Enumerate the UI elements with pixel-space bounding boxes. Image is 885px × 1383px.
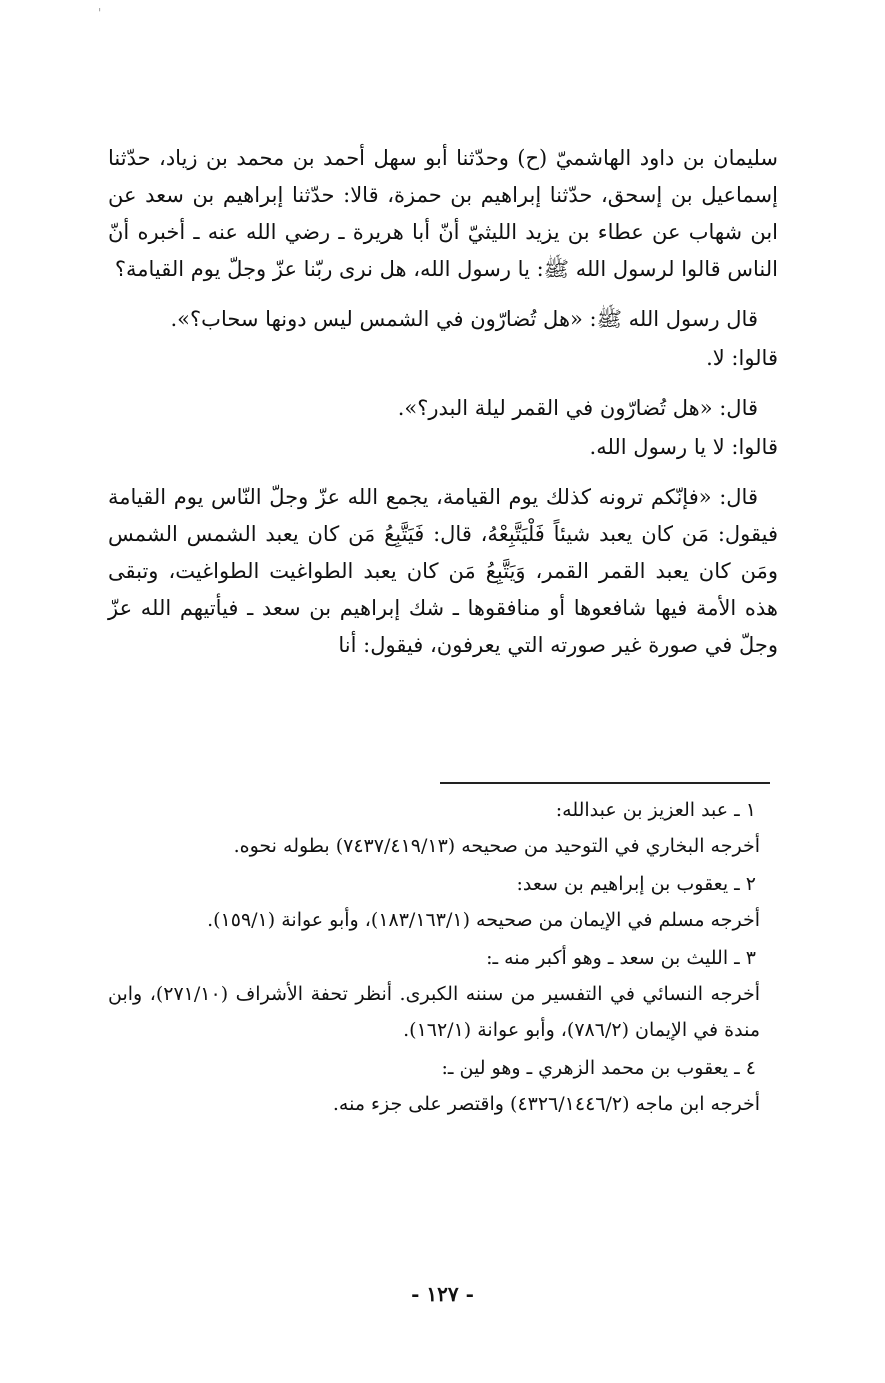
footnotes	[108, 792, 768, 1124]
footnote-3	[108, 940, 768, 1048]
footnote-1	[108, 792, 768, 864]
dialogue-line-4: قالوا: لا يا رسول الله.	[589, 435, 778, 459]
footnote-text: أخرجه ابن ماجه (٤٣٢٦/١٤٤٦/٢) واقتصر على جزء منه.	[332, 1093, 760, 1115]
footnote-divider	[440, 782, 770, 784]
main-text	[108, 140, 778, 664]
footnote-heading: ٣ ـ الليث بن سعد ـ وهو أكبر منه ـ:	[486, 947, 756, 969]
footnote-text: أخرجه مسلم في الإيمان من صحيحه (١٨٣/١٦٣/١)، وأبو عوانة (١٥٩/١).	[207, 909, 760, 931]
footnote-heading: ٢ ـ يعقوب بن إبراهيم بن سعد:	[516, 873, 756, 895]
footnote-heading: ١ ـ عبد العزيز بن عبدالله:	[555, 799, 756, 821]
page-number: - ١٢٧ -	[411, 1282, 474, 1306]
dialogue-line-3: قال: «هل تُضارّون في القمر ليلة البدر؟».	[397, 396, 758, 420]
footnote-text: أخرجه النسائي في التفسير من سننه الكبرى. أنظر تحفة الأشراف (٢٧١/١٠)، وابن مندة في الإيمان (٧٨٦/٢)، وأبو عوانة (١٦٢/١).	[108, 983, 760, 1041]
hadith-chain-paragraph: سليمان بن داود الهاشميّ (ح) وحدّثنا أبو سهل أحمد بن محمد بن زياد، حدّثنا إسماعيل بن إسحق، حدّثنا إبراهيم بن حمزة، قالا: حدّثنا إبراهيم بن سعد عن ابن شهاب عن عطاء بن يزيد الليثيّ أنّ أبا هريرة ـ رضي الله عنه ـ أخبره أنّ الناس قالوا لرسول الله ﷺ: يا رسول الله، هل نرى ربّنا عزّ وجلّ يوم القيامة؟	[108, 146, 778, 281]
dialogue-line-2: قالوا: لا.	[706, 346, 778, 370]
footnote-heading: ٤ ـ يعقوب بن محمد الزهري ـ وهو لين ـ:	[441, 1057, 756, 1079]
footnote-text: أخرجه البخاري في التوحيد من صحيحه (٧٤٣٧/٤١٩/١٣) بطوله نحوه.	[233, 835, 760, 857]
scan-mark: '	[98, 6, 102, 20]
footnote-4	[108, 1050, 768, 1122]
dialogue-line-1: قال رسول الله ﷺ: «هل تُضارّون في الشمس ليس دونها سحاب؟».	[170, 307, 758, 331]
footnote-2	[108, 866, 768, 938]
hadith-body-paragraph: قال: «فإنّكم ترونه كذلك يوم القيامة، يجمع الله عزّ وجلّ النّاس يوم القيامة فيقول: مَن كان يعبد شيئاً فَلْيَتَّبِعْهُ، قال: فَيَتَّبِعُ مَن كان يعبد الشمس الشمس ومَن كان يعبد القمر القمر، وَيَتَّبِعُ مَن كان يعبد الطواغيت الطواغيت، وتبقى هذه الأمة فيها شافعوها أو منافقوها ـ شك إبراهيم بن سعد ـ فيأتيهم الله عزّ وجلّ في صورة غير صورته التي يعرفون، فيقول: أنا	[108, 485, 778, 657]
